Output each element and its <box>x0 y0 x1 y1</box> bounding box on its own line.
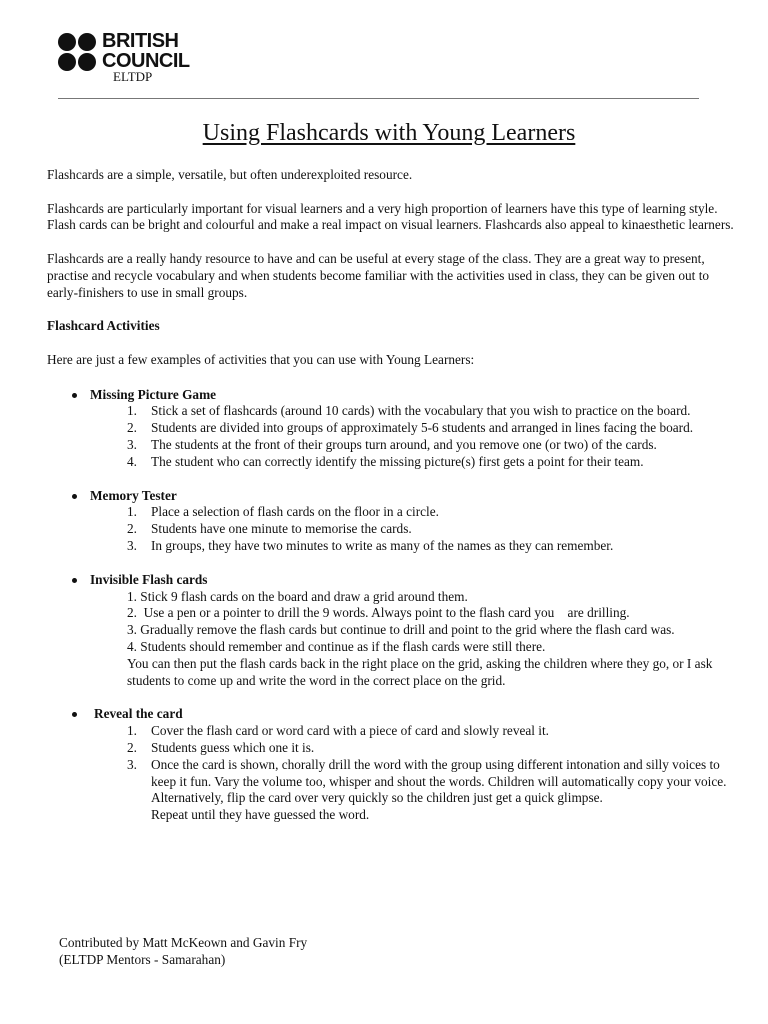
list-item: 1. Cover the flash card or word card with a piece of card and slowly reveal it. <box>127 723 550 739</box>
credit-line-1: Contributed by Matt McKeown and Gavin Fry <box>59 935 308 950</box>
header-divider <box>58 98 699 99</box>
logo-wordmark <box>102 31 190 71</box>
list-item: 2. Students guess which one it is. <box>127 739 315 755</box>
section-title: Invisible Flash cards <box>47 572 737 589</box>
document-title: Using Flashcards with Young Learners <box>202 120 576 146</box>
logo-dots-icon <box>58 33 100 71</box>
intro-paragraph-2: Flashcards are particularly important for visual learners and a very high proportion of learners have this type of learning style. Flash cards can be bright and colourful and make a real impact on visual learners. Flashcards also appeal to kinaesthetic learners. <box>47 200 734 233</box>
credit-line-2: (ELTDP Mentors - Samarahan) <box>59 952 226 967</box>
list-item: 3. Gradually remove the flash cards but continue to drill and point to the grid where the flash card was. <box>127 622 675 638</box>
activities-heading: Flashcard Activities <box>47 318 160 334</box>
list-item: 4. Students should remember and continue as if the flash cards were still there. <box>127 638 546 654</box>
activities-intro: Here are just a few examples of activities that you can use with Young Learners: <box>47 351 475 367</box>
list-note: Alternatively, flip the card over very quickly so the children just get a quick glimpse. <box>151 790 603 806</box>
list-item: 1. Stick 9 flash cards on the board and draw a grid around them. <box>127 588 468 604</box>
list-item: 1. Stick a set of flashcards (around 10 cards) with the vocabulary that you wish to practice on the board. <box>127 403 691 419</box>
list-note: You can then put the flash cards back in the right place on the grid, asking the children where they go, or I ask students to come up and write the word in the correct place on the grid. <box>127 655 713 688</box>
section-memory-tester <box>47 488 737 555</box>
intro-paragraph-3: Flashcards are a really handy resource to have and can be useful at every stage of the class. They are a great way to present, practise and recycle vocabulary and when students become familiar with the activities used in class, they can be given out to early-finishers to use in small groups. <box>47 250 710 300</box>
intro-paragraph-1: Flashcards are a simple, versatile, but often underexploited resource. <box>47 167 413 182</box>
list-item: 3. The students at the front of their groups turn around, and you remove one (or two) of the cards. <box>127 436 657 452</box>
list-note: Repeat until they have guessed the word. <box>151 807 370 823</box>
logo-line-1: BRITISH <box>102 30 179 52</box>
list-item: 1. Place a selection of flash cards on the floor in a circle. <box>127 504 439 520</box>
list-item: 2. Students are divided into groups of approximately 5-6 students and arranged in lines facing the board. <box>127 420 694 436</box>
list-item: 3. In groups, they have two minutes to write as many of the names as they can remember. <box>127 537 614 553</box>
section-title: Memory Tester <box>47 488 737 505</box>
list-item: 2. Use a pen or a pointer to drill the 9 words. Always point to the flash card you are drilling. <box>127 605 630 621</box>
steps-list <box>47 723 737 790</box>
steps-list <box>47 403 737 470</box>
list-item: 4. The student who can correctly identify the missing picture(s) first gets a point for their team. <box>127 453 644 469</box>
section-invisible-flash-cards <box>47 572 737 690</box>
section-reveal-the-card <box>47 706 737 824</box>
section-missing-picture-game <box>47 387 737 471</box>
section-title: Reveal the card <box>47 706 737 723</box>
list-item: 3. Once the card is shown, chorally drill the word with the group using different intonation and silly voices to keep it fun. Vary the volume too, whisper and shout the words. Children will automatically copy your voice. <box>127 756 727 789</box>
list-item: 2. Students have one minute to memorise the cards. <box>127 521 412 537</box>
section-title: Missing Picture Game <box>47 387 737 404</box>
document-body <box>47 167 737 841</box>
steps-list <box>47 504 737 554</box>
contributor-credit <box>59 934 307 968</box>
program-label: ELTDP <box>113 69 153 84</box>
logo-line-2: COUNCIL <box>102 50 190 72</box>
